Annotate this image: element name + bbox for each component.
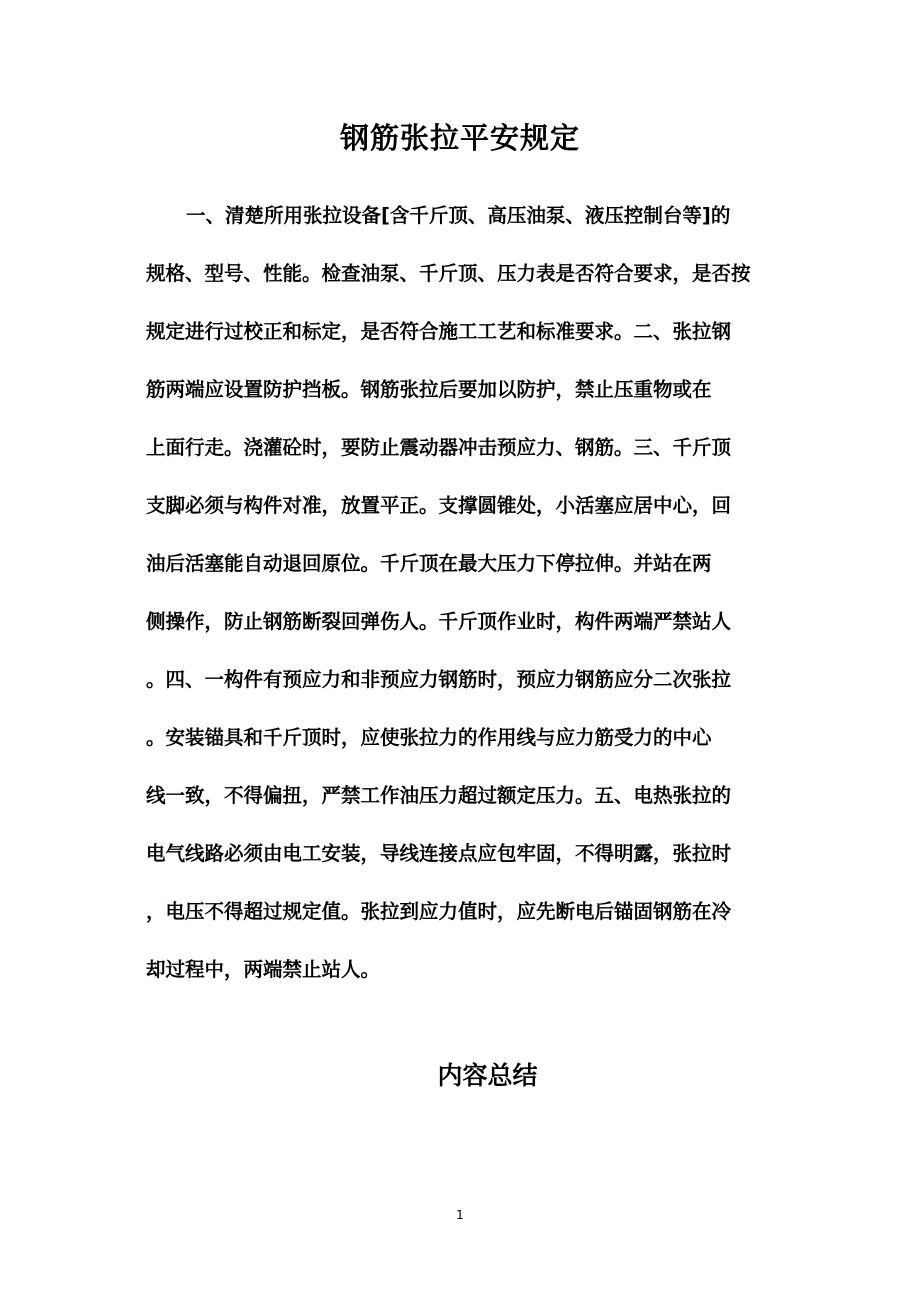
- body-line: 支脚必须与构件对准，放置平正。支撑圆锥处，小活塞应居中心，回: [146, 494, 732, 517]
- body-line: 规格、型号、性能。检查油泵、千斤顶、压力表是否符合要求，是否按: [146, 262, 751, 285]
- body-line: ，电压不得超过规定值。张拉到应力值时，应先断电后锚固钢筋在冷: [146, 900, 732, 923]
- body-line: 上面行走。浇灌砼时，要防止震动器冲击预应力、钢筋。三、千斤顶: [146, 436, 732, 459]
- body-line: 规定进行过校正和标定，是否符合施工工艺和标准要求。二、张拉钢: [146, 320, 732, 343]
- summary-heading: 内容总结: [437, 1061, 538, 1090]
- body-line: 。安装锚具和千斤顶时，应使张拉力的作用线与应力筋受力的中心: [146, 726, 712, 749]
- document-body: [146, 201, 786, 1013]
- body-line: 侧操作，防止钢筋断裂回弹伤人。千斤顶作业时，构件两端严禁站人: [146, 610, 732, 633]
- page-number: 1: [456, 1208, 464, 1222]
- body-line: 线一致，不得偏扭，严禁工作油压力超过额定压力。五、电热张拉的: [146, 784, 732, 807]
- document-title: 钢筋张拉平安规定: [339, 121, 580, 155]
- body-line: 。四、一构件有预应力和非预应力钢筋时，预应力钢筋应分二次张拉: [146, 668, 732, 691]
- body-line: 油后活塞能自动退回原位。千斤顶在最大压力下停拉伸。并站在两: [146, 552, 712, 575]
- body-line: 筋两端应设置防护挡板。钢筋张拉后要加以防护，禁止压重物或在: [146, 378, 712, 401]
- body-line: 电气线路必须由电工安装，导线连接点应包牢固，不得明露，张拉时: [146, 842, 732, 865]
- body-line: 却过程中，两端禁止站人。: [146, 958, 381, 981]
- body-line: 一、清楚所用张拉设备[含千斤顶、高压油泵、液压控制台等]的: [186, 204, 731, 227]
